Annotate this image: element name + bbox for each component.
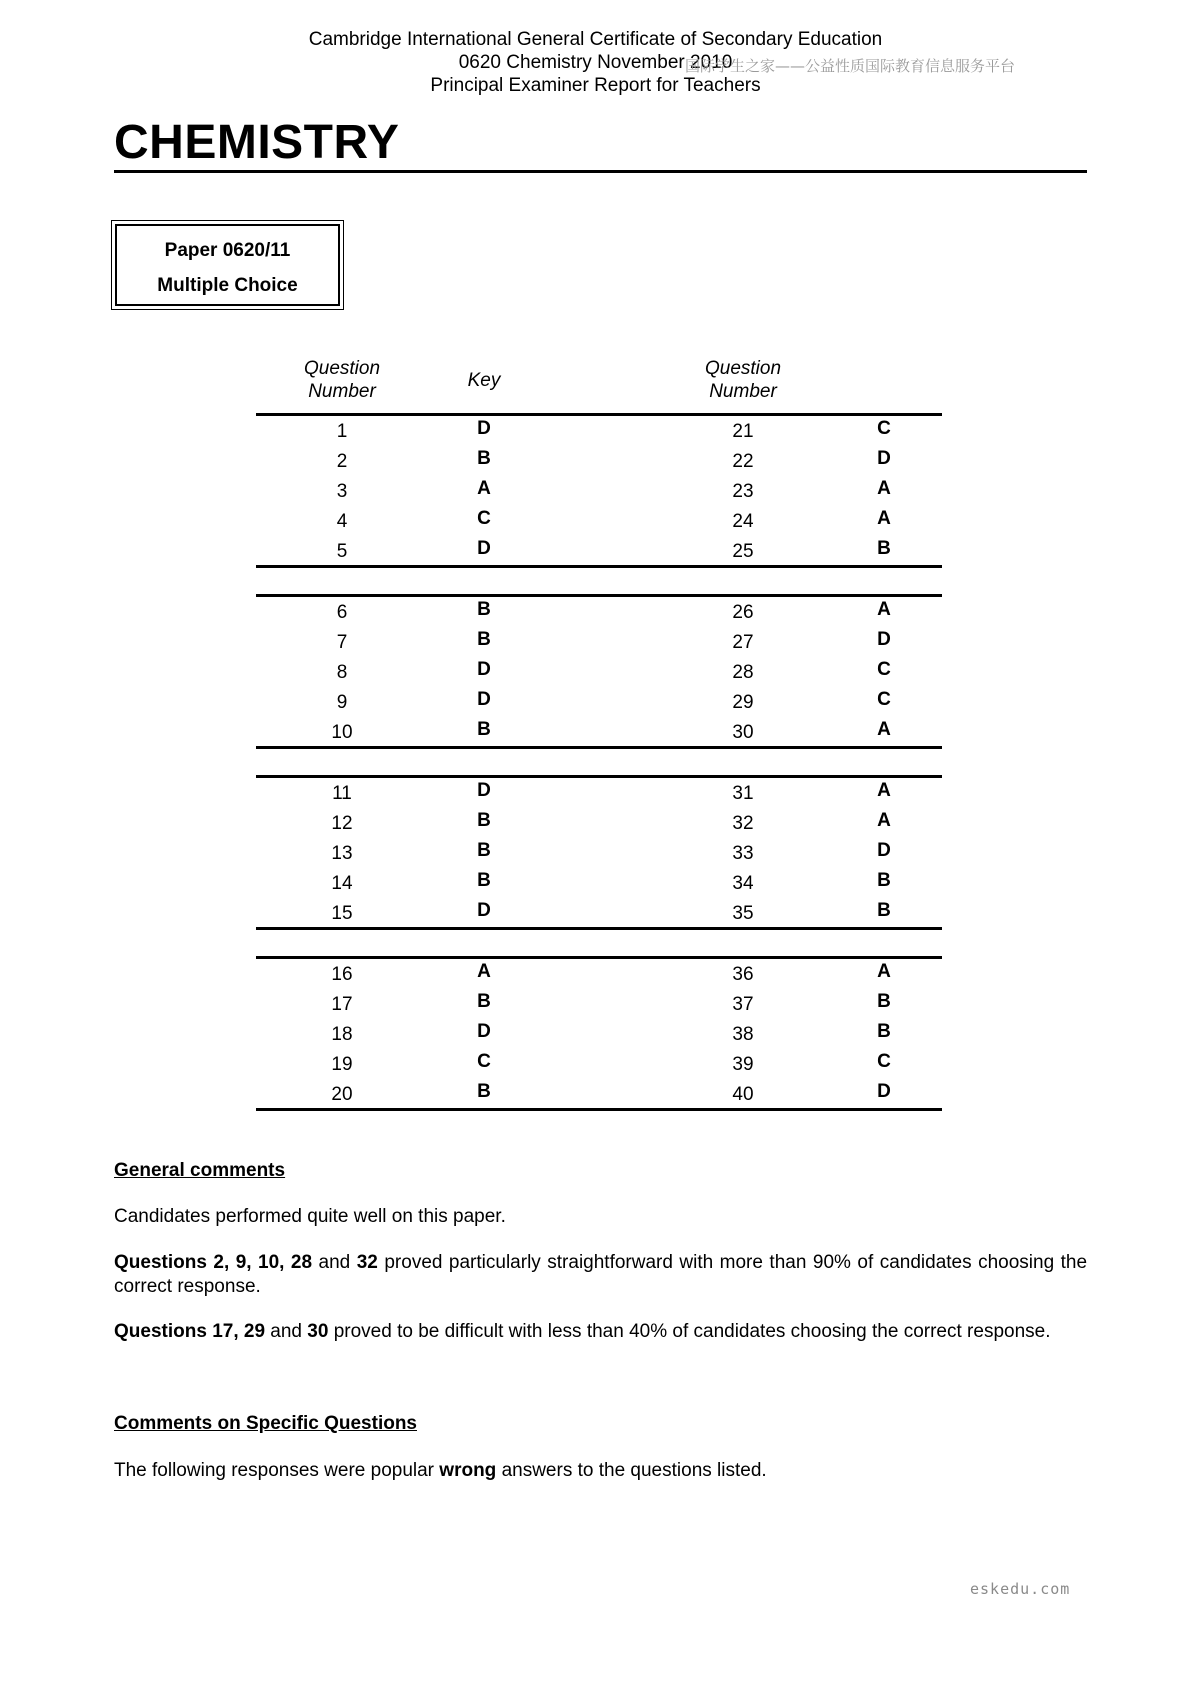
question-number-cell: 24	[732, 511, 754, 532]
answer-key-cell: D	[477, 780, 491, 801]
question-number-cell: 36	[732, 964, 754, 985]
question-number-cell: 25	[732, 541, 754, 562]
question-number-cell: 22	[732, 451, 754, 472]
answer-key-cell: C	[477, 508, 491, 529]
answer-key-cell: A	[477, 961, 491, 982]
question-number-cell: 12	[331, 813, 353, 834]
answer-key-cell: D	[477, 659, 491, 680]
answer-key-cell: D	[477, 689, 491, 710]
answer-key-cell: D	[477, 538, 491, 559]
answer-key-cell: B	[477, 810, 491, 831]
question-number-cell: 37	[732, 994, 754, 1015]
group-bottom-rule	[256, 746, 942, 749]
answer-key-cell: A	[877, 599, 891, 620]
question-header-line2: Number	[709, 381, 777, 402]
question-number-cell: 14	[331, 873, 353, 894]
group-bottom-rule	[256, 1108, 942, 1111]
question-number-cell: 34	[732, 873, 754, 894]
sc-after: answers to the questions listed.	[501, 1460, 767, 1481]
question-number-cell: 13	[331, 843, 353, 864]
answer-key-cell: A	[877, 961, 891, 982]
question-number-cell: 20	[331, 1084, 353, 1105]
group-top-rule	[256, 775, 942, 778]
question-number-cell: 9	[336, 692, 348, 713]
question-number-cell: 4	[336, 511, 348, 532]
group-top-rule	[256, 413, 942, 416]
group-top-rule	[256, 594, 942, 597]
answer-key-cell: B	[477, 629, 491, 650]
question-number-cell: 8	[336, 662, 348, 683]
answer-key-cell: D	[477, 900, 491, 921]
answer-key-cell: D	[877, 629, 891, 650]
p3-nums-a: 17, 29	[212, 1321, 266, 1342]
answer-key-cell: B	[477, 870, 491, 891]
specific-comments-p1	[114, 1459, 1087, 1483]
general-comments-p2	[114, 1251, 1087, 1299]
answer-key-cell: D	[877, 840, 891, 861]
answer-key-cell: B	[877, 1021, 891, 1042]
question-number-cell: 40	[732, 1084, 754, 1105]
question-number-cell: 1	[336, 421, 348, 442]
answer-key-cell: D	[877, 1081, 891, 1102]
question-number-cell: 19	[331, 1054, 353, 1075]
answer-key-cell: B	[477, 1081, 491, 1102]
answer-key-cell: B	[477, 599, 491, 620]
group-bottom-rule	[256, 565, 942, 568]
answer-key-cell: A	[877, 719, 891, 740]
p3-lead: Questions	[114, 1321, 207, 1342]
paper-box	[111, 220, 344, 310]
answer-key-cell: B	[477, 719, 491, 740]
sc-bold: wrong	[439, 1460, 497, 1481]
answer-key-cell: C	[877, 1051, 891, 1072]
question-number-cell: 2	[336, 451, 348, 472]
answer-key-cell: C	[877, 689, 891, 710]
answer-key-cell: D	[477, 1021, 491, 1042]
p2-nums-a: 2, 9, 10, 28	[213, 1252, 313, 1273]
question-number-cell: 15	[331, 903, 353, 924]
question-number-header-right	[683, 357, 803, 403]
general-comments-p3	[114, 1320, 1087, 1344]
p3-and: and	[270, 1321, 302, 1342]
key-header: Key	[467, 370, 501, 391]
question-number-cell: 30	[732, 722, 754, 743]
question-number-cell: 33	[732, 843, 754, 864]
answer-key-cell: C	[877, 659, 891, 680]
answer-key-cell: A	[477, 478, 491, 499]
answer-key-cell: B	[477, 840, 491, 861]
answer-key-cell: B	[877, 900, 891, 921]
question-number-cell: 28	[732, 662, 754, 683]
question-number-cell: 6	[336, 602, 348, 623]
answer-key-cell: B	[877, 991, 891, 1012]
p2-rest: proved particularly straightforward with more than 90% of candidates choosing the correct response.	[114, 1252, 1088, 1297]
p2-and: and	[318, 1252, 351, 1273]
group-bottom-rule	[256, 927, 942, 930]
question-number-cell: 27	[732, 632, 754, 653]
watermark-bottom: eskedu.com	[970, 1580, 1071, 1598]
watermark-top: 国际学生之家——公益性质国际教育信息服务平台	[685, 57, 1016, 75]
title-rule	[114, 170, 1087, 173]
answer-key-cell: C	[877, 418, 891, 439]
paper-box-inner	[115, 224, 340, 306]
answer-key-cell: B	[477, 448, 491, 469]
answer-key-cell: A	[877, 508, 891, 529]
question-number-cell: 11	[332, 783, 352, 804]
question-header-line2: Number	[308, 381, 376, 402]
group-top-rule	[256, 956, 942, 959]
sc-before: The following responses were popular	[114, 1460, 435, 1481]
paper-type: Multiple Choice	[157, 275, 298, 296]
page-title: CHEMISTRY	[114, 116, 400, 169]
question-number-cell: 17	[331, 994, 353, 1015]
question-number-cell: 26	[732, 602, 754, 623]
question-number-cell: 31	[732, 783, 754, 804]
question-number-cell: 39	[732, 1054, 754, 1075]
question-number-cell: 32	[732, 813, 754, 834]
answer-key-cell: A	[877, 810, 891, 831]
p2-nums-b: 32	[356, 1252, 378, 1273]
question-number-cell: 35	[732, 903, 754, 924]
question-number-cell: 38	[732, 1024, 754, 1045]
specific-comments-heading: Comments on Specific Questions	[114, 1413, 417, 1434]
paper-code: Paper 0620/11	[164, 240, 291, 261]
question-number-cell: 18	[331, 1024, 353, 1045]
question-number-cell: 3	[336, 481, 348, 502]
question-number-cell: 21	[732, 421, 754, 442]
answer-key-cell: B	[877, 538, 891, 559]
general-comments-p1: Candidates performed quite well on this paper.	[114, 1206, 506, 1227]
header-line-1: Cambridge International General Certificate of Secondary Education	[308, 29, 883, 50]
question-number-cell: 7	[336, 632, 348, 653]
answer-key-cell: A	[877, 478, 891, 499]
question-number-cell: 29	[732, 692, 754, 713]
header-line-3: Principal Examiner Report for Teachers	[430, 75, 761, 96]
answer-key-cell: C	[477, 1051, 491, 1072]
p2-lead: Questions	[114, 1252, 207, 1273]
question-number-cell: 10	[331, 722, 353, 743]
question-number-cell: 5	[336, 541, 348, 562]
question-number-header-left	[282, 357, 402, 403]
question-header-line1: Question	[704, 358, 782, 379]
question-number-cell: 16	[331, 964, 353, 985]
answer-key-cell: A	[877, 780, 891, 801]
answer-key-cell: D	[877, 448, 891, 469]
question-number-cell: 23	[732, 481, 754, 502]
answer-key-cell: D	[477, 418, 491, 439]
question-header-line1: Question	[303, 358, 381, 379]
p3-nums-b: 30	[307, 1321, 329, 1342]
general-comments-heading: General comments	[114, 1160, 286, 1181]
header-line-2: 0620 Chemistry November 2010	[458, 52, 733, 73]
p3-rest: proved to be difficult with less than 40% of candidates choosing the correct response.	[333, 1321, 1051, 1342]
answer-key-cell: B	[877, 870, 891, 891]
answer-key-cell: B	[477, 991, 491, 1012]
